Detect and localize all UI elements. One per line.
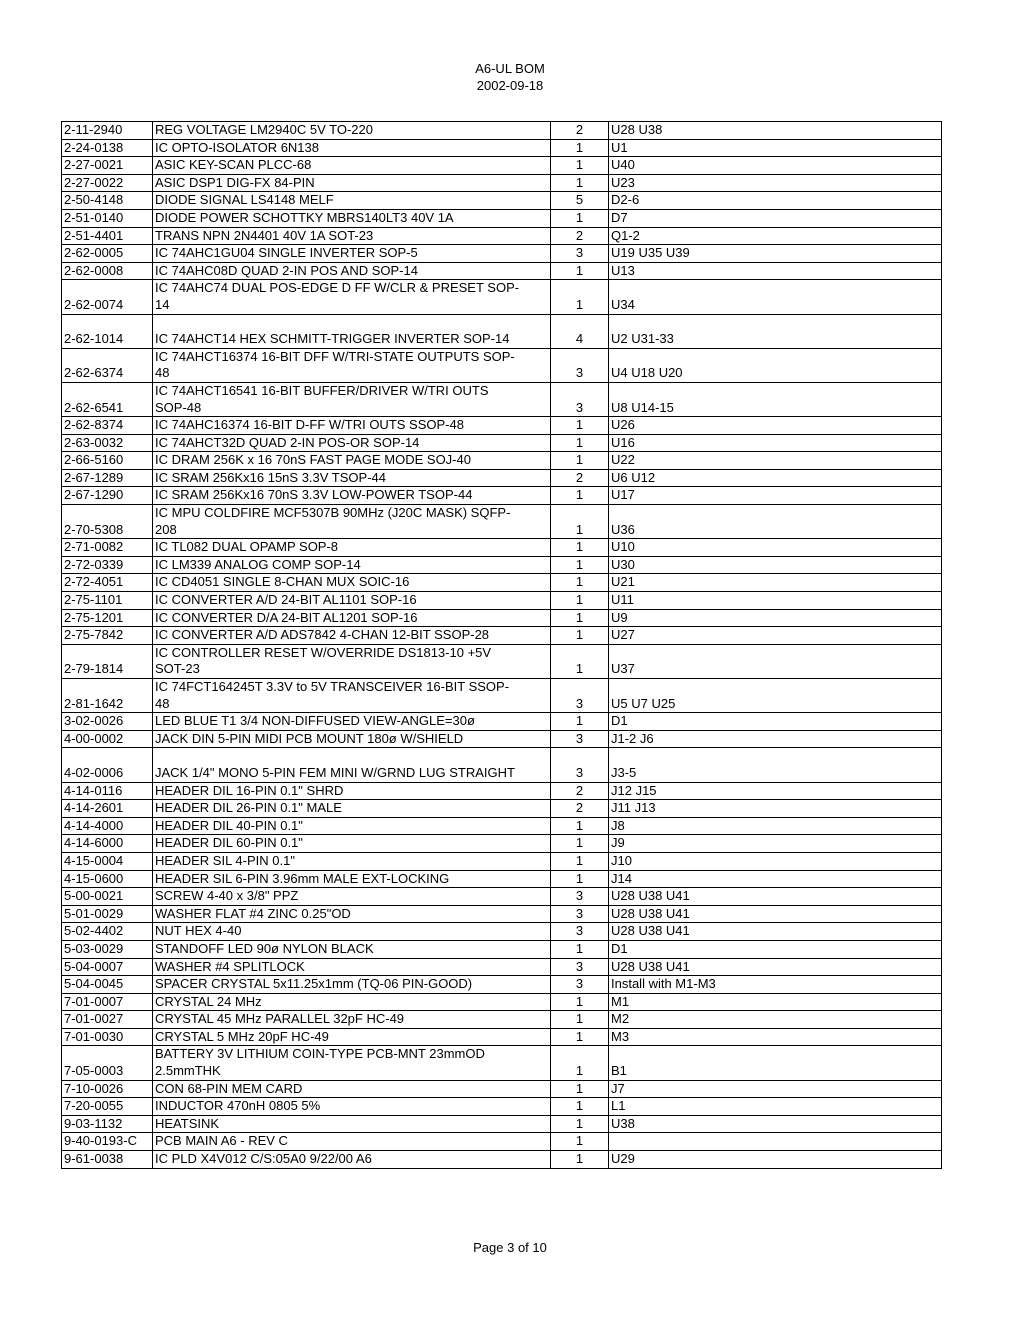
description-cell: ASIC KEY-SCAN PLCC-68 xyxy=(153,157,551,175)
description-cell: IC 74FCT164245T 3.3V to 5V TRANSCEIVER 16-BIT SSOP- 48 xyxy=(153,679,551,713)
table-row xyxy=(62,505,942,539)
quantity-cell: 1 xyxy=(551,262,609,280)
part-number-cell: 4-14-4000 xyxy=(62,817,153,835)
part-number-cell: 2-51-4401 xyxy=(62,227,153,245)
reference-cell: U5 U7 U25 xyxy=(609,679,942,713)
description-cell: INDUCTOR 470nH 0805 5% xyxy=(153,1098,551,1116)
reference-cell: U9 xyxy=(609,609,942,627)
table-row xyxy=(62,713,942,731)
document-header xyxy=(0,60,1020,94)
reference-cell: U26 xyxy=(609,417,942,435)
quantity-cell: 3 xyxy=(551,245,609,263)
reference-cell: U13 xyxy=(609,262,942,280)
table-row xyxy=(62,679,942,713)
reference-cell: J9 xyxy=(609,835,942,853)
reference-cell: J14 xyxy=(609,870,942,888)
reference-cell: U36 xyxy=(609,505,942,539)
description-cell: IC CONVERTER A/D ADS7842 4-CHAN 12-BIT SSOP-28 xyxy=(153,627,551,645)
quantity-cell: 1 xyxy=(551,574,609,592)
quantity-cell: 1 xyxy=(551,627,609,645)
reference-cell: U30 xyxy=(609,556,942,574)
reference-cell: M2 xyxy=(609,1011,942,1029)
quantity-cell: 1 xyxy=(551,1011,609,1029)
part-number-cell: 4-14-2601 xyxy=(62,800,153,818)
table-row xyxy=(62,958,942,976)
part-number-cell: 5-02-4402 xyxy=(62,923,153,941)
part-number-cell: 2-67-1290 xyxy=(62,487,153,505)
part-number-cell: 2-62-6541 xyxy=(62,382,153,416)
reference-cell: L1 xyxy=(609,1098,942,1116)
quantity-cell: 3 xyxy=(551,348,609,382)
description-cell: HEADER DIL 26-PIN 0.1" MALE xyxy=(153,800,551,818)
description-cell: TRANS NPN 2N4401 40V 1A SOT-23 xyxy=(153,227,551,245)
table-row xyxy=(62,556,942,574)
quantity-cell: 3 xyxy=(551,748,609,782)
reference-cell: U11 xyxy=(609,592,942,610)
reference-cell: U28 U38 U41 xyxy=(609,888,942,906)
description-cell: NUT HEX 4-40 xyxy=(153,923,551,941)
quantity-cell: 1 xyxy=(551,713,609,731)
description-cell: HEADER SIL 4-PIN 0.1" xyxy=(153,852,551,870)
reference-cell: U40 xyxy=(609,157,942,175)
part-number-cell: 3-02-0026 xyxy=(62,713,153,731)
part-number-cell: 2-24-0138 xyxy=(62,139,153,157)
quantity-cell: 3 xyxy=(551,923,609,941)
description-cell: WASHER #4 SPLITLOCK xyxy=(153,958,551,976)
part-number-cell: 4-14-6000 xyxy=(62,835,153,853)
reference-cell: U27 xyxy=(609,627,942,645)
reference-cell: U2 U31-33 xyxy=(609,314,942,348)
reference-cell: U29 xyxy=(609,1151,942,1169)
table-row xyxy=(62,976,942,994)
description-cell: IC SRAM 256Kx16 15nS 3.3V TSOP-44 xyxy=(153,469,551,487)
part-number-cell: 2-62-0074 xyxy=(62,280,153,314)
quantity-cell: 1 xyxy=(551,157,609,175)
part-number-cell: 5-04-0045 xyxy=(62,976,153,994)
quantity-cell: 1 xyxy=(551,209,609,227)
table-row xyxy=(62,940,942,958)
quantity-cell: 3 xyxy=(551,958,609,976)
quantity-cell: 1 xyxy=(551,1046,609,1080)
reference-cell: U22 xyxy=(609,452,942,470)
table-row xyxy=(62,348,942,382)
table-row xyxy=(62,314,942,348)
part-number-cell: 2-50-4148 xyxy=(62,192,153,210)
part-number-cell: 2-62-1014 xyxy=(62,314,153,348)
bom-table-body xyxy=(62,122,942,1169)
description-cell: IC TL082 DUAL OPAMP SOP-8 xyxy=(153,539,551,557)
part-number-cell: 2-67-1289 xyxy=(62,469,153,487)
reference-cell: U16 xyxy=(609,434,942,452)
description-cell: STANDOFF LED 90ø NYLON BLACK xyxy=(153,940,551,958)
reference-cell: D1 xyxy=(609,940,942,958)
description-cell: REG VOLTAGE LM2940C 5V TO-220 xyxy=(153,122,551,140)
table-row xyxy=(62,1098,942,1116)
table-row xyxy=(62,905,942,923)
quantity-cell: 1 xyxy=(551,1080,609,1098)
quantity-cell: 1 xyxy=(551,852,609,870)
reference-cell: D7 xyxy=(609,209,942,227)
reference-cell: J12 J15 xyxy=(609,782,942,800)
quantity-cell: 5 xyxy=(551,192,609,210)
part-number-cell: 2-75-7842 xyxy=(62,627,153,645)
description-cell: WASHER FLAT #4 ZINC 0.25"OD xyxy=(153,905,551,923)
description-cell: BATTERY 3V LITHIUM COIN-TYPE PCB-MNT 23mmOD 2.5mmTHK xyxy=(153,1046,551,1080)
reference-cell: B1 xyxy=(609,1046,942,1080)
quantity-cell: 2 xyxy=(551,800,609,818)
description-cell: JACK DIN 5-PIN MIDI PCB MOUNT 180ø W/SHIELD xyxy=(153,730,551,748)
description-cell: CRYSTAL 24 MHz xyxy=(153,993,551,1011)
quantity-cell: 3 xyxy=(551,679,609,713)
quantity-cell: 1 xyxy=(551,539,609,557)
table-row xyxy=(62,417,942,435)
description-cell: IC 74AHCT14 HEX SCHMITT-TRIGGER INVERTER SOP-14 xyxy=(153,314,551,348)
part-number-cell: 4-02-0006 xyxy=(62,748,153,782)
reference-cell: U23 xyxy=(609,174,942,192)
part-number-cell: 7-05-0003 xyxy=(62,1046,153,1080)
table-row xyxy=(62,192,942,210)
part-number-cell: 5-04-0007 xyxy=(62,958,153,976)
description-cell: IC CD4051 SINGLE 8-CHAN MUX SOIC-16 xyxy=(153,574,551,592)
description-cell: CRYSTAL 5 MHz 20pF HC-49 xyxy=(153,1028,551,1046)
table-row xyxy=(62,574,942,592)
reference-cell: U19 U35 U39 xyxy=(609,245,942,263)
table-row xyxy=(62,592,942,610)
table-row xyxy=(62,174,942,192)
table-row xyxy=(62,627,942,645)
reference-cell: M3 xyxy=(609,1028,942,1046)
quantity-cell: 3 xyxy=(551,382,609,416)
quantity-cell: 1 xyxy=(551,505,609,539)
part-number-cell: 9-40-0193-C xyxy=(62,1133,153,1151)
bom-table xyxy=(61,121,942,1169)
part-number-cell: 2-72-4051 xyxy=(62,574,153,592)
reference-cell: Install with M1-M3 xyxy=(609,976,942,994)
quantity-cell: 3 xyxy=(551,888,609,906)
part-number-cell: 2-75-1201 xyxy=(62,609,153,627)
table-row xyxy=(62,122,942,140)
table-row xyxy=(62,1028,942,1046)
description-cell: IC 74AHC08D QUAD 2-IN POS AND SOP-14 xyxy=(153,262,551,280)
quantity-cell: 1 xyxy=(551,817,609,835)
reference-cell: U28 U38 xyxy=(609,122,942,140)
table-row xyxy=(62,382,942,416)
description-cell: IC DRAM 256K x 16 70nS FAST PAGE MODE SOJ-40 xyxy=(153,452,551,470)
document-date: 2002-09-18 xyxy=(476,78,544,93)
reference-cell: U4 U18 U20 xyxy=(609,348,942,382)
reference-cell: U28 U38 U41 xyxy=(609,905,942,923)
quantity-cell: 1 xyxy=(551,1151,609,1169)
document-title: A6-UL BOM xyxy=(475,61,545,76)
description-cell: SPACER CRYSTAL 5x11.25x1mm (TQ-06 PIN-GOOD) xyxy=(153,976,551,994)
table-row xyxy=(62,487,942,505)
reference-cell: J1-2 J6 xyxy=(609,730,942,748)
table-row xyxy=(62,923,942,941)
quantity-cell: 1 xyxy=(551,280,609,314)
description-cell: IC 74AHC16374 16-BIT D-FF W/TRI OUTS SSOP-48 xyxy=(153,417,551,435)
reference-cell: J7 xyxy=(609,1080,942,1098)
table-row xyxy=(62,993,942,1011)
description-cell: IC 74AHC1GU04 SINGLE INVERTER SOP-5 xyxy=(153,245,551,263)
part-number-cell: 4-00-0002 xyxy=(62,730,153,748)
quantity-cell: 1 xyxy=(551,434,609,452)
table-row xyxy=(62,1080,942,1098)
part-number-cell: 7-10-0026 xyxy=(62,1080,153,1098)
description-cell: IC 74AHCT32D QUAD 2-IN POS-OR SOP-14 xyxy=(153,434,551,452)
quantity-cell: 1 xyxy=(551,1133,609,1151)
reference-cell: D2-6 xyxy=(609,192,942,210)
quantity-cell: 1 xyxy=(551,993,609,1011)
reference-cell: J3-5 xyxy=(609,748,942,782)
part-number-cell: 5-01-0029 xyxy=(62,905,153,923)
quantity-cell: 4 xyxy=(551,314,609,348)
quantity-cell: 3 xyxy=(551,905,609,923)
description-cell: IC 74AHC74 DUAL POS-EDGE D FF W/CLR & PRESET SOP- 14 xyxy=(153,280,551,314)
table-row xyxy=(62,870,942,888)
part-number-cell: 9-03-1132 xyxy=(62,1115,153,1133)
quantity-cell: 2 xyxy=(551,469,609,487)
reference-cell: J10 xyxy=(609,852,942,870)
quantity-cell: 1 xyxy=(551,139,609,157)
quantity-cell: 3 xyxy=(551,730,609,748)
table-row xyxy=(62,609,942,627)
quantity-cell: 1 xyxy=(551,487,609,505)
description-cell: DIODE POWER SCHOTTKY MBRS140LT3 40V 1A xyxy=(153,209,551,227)
quantity-cell: 2 xyxy=(551,782,609,800)
reference-cell: D1 xyxy=(609,713,942,731)
quantity-cell: 3 xyxy=(551,976,609,994)
table-row xyxy=(62,227,942,245)
quantity-cell: 1 xyxy=(551,174,609,192)
reference-cell: U38 xyxy=(609,1115,942,1133)
part-number-cell: 9-61-0038 xyxy=(62,1151,153,1169)
table-row xyxy=(62,1133,942,1151)
description-cell: IC CONVERTER D/A 24-BIT AL1201 SOP-16 xyxy=(153,609,551,627)
description-cell: ASIC DSP1 DIG-FX 84-PIN xyxy=(153,174,551,192)
part-number-cell: 7-01-0030 xyxy=(62,1028,153,1046)
part-number-cell: 5-03-0029 xyxy=(62,940,153,958)
part-number-cell: 2-62-6374 xyxy=(62,348,153,382)
description-cell: IC PLD X4V012 C/S:05A0 9/22/00 A6 xyxy=(153,1151,551,1169)
quantity-cell: 1 xyxy=(551,609,609,627)
description-cell: HEADER DIL 40-PIN 0.1" xyxy=(153,817,551,835)
part-number-cell: 7-01-0027 xyxy=(62,1011,153,1029)
quantity-cell: 1 xyxy=(551,870,609,888)
description-cell: IC CONTROLLER RESET W/OVERRIDE DS1813-10 +5V SOT-23 xyxy=(153,644,551,678)
reference-cell: J11 J13 xyxy=(609,800,942,818)
part-number-cell: 4-15-0004 xyxy=(62,852,153,870)
table-row xyxy=(62,469,942,487)
description-cell: PCB MAIN A6 - REV C xyxy=(153,1133,551,1151)
part-number-cell: 2-62-0005 xyxy=(62,245,153,263)
table-row xyxy=(62,539,942,557)
part-number-cell: 2-72-0339 xyxy=(62,556,153,574)
table-row xyxy=(62,434,942,452)
table-row xyxy=(62,1115,942,1133)
part-number-cell: 4-15-0600 xyxy=(62,870,153,888)
table-row xyxy=(62,782,942,800)
description-cell: HEADER DIL 16-PIN 0.1" SHRD xyxy=(153,782,551,800)
quantity-cell: 1 xyxy=(551,1098,609,1116)
description-cell: IC 74AHCT16374 16-BIT DFF W/TRI-STATE OUTPUTS SOP- 48 xyxy=(153,348,551,382)
description-cell: HEADER DIL 60-PIN 0.1" xyxy=(153,835,551,853)
part-number-cell: 7-20-0055 xyxy=(62,1098,153,1116)
table-row xyxy=(62,852,942,870)
table-row xyxy=(62,245,942,263)
description-cell: DIODE SIGNAL LS4148 MELF xyxy=(153,192,551,210)
reference-cell xyxy=(609,1133,942,1151)
table-row xyxy=(62,262,942,280)
table-row xyxy=(62,835,942,853)
part-number-cell: 2-27-0022 xyxy=(62,174,153,192)
description-cell: IC 74AHCT16541 16-BIT BUFFER/DRIVER W/TRI OUTS SOP-48 xyxy=(153,382,551,416)
reference-cell: U1 xyxy=(609,139,942,157)
quantity-cell: 1 xyxy=(551,452,609,470)
part-number-cell: 2-62-0008 xyxy=(62,262,153,280)
description-cell: CRYSTAL 45 MHz PARALLEL 32pF HC-49 xyxy=(153,1011,551,1029)
quantity-cell: 2 xyxy=(551,122,609,140)
quantity-cell: 1 xyxy=(551,835,609,853)
part-number-cell: 2-27-0021 xyxy=(62,157,153,175)
description-cell: HEATSINK xyxy=(153,1115,551,1133)
reference-cell: Q1-2 xyxy=(609,227,942,245)
reference-cell: U21 xyxy=(609,574,942,592)
table-row xyxy=(62,139,942,157)
reference-cell: U28 U38 U41 xyxy=(609,923,942,941)
description-cell: IC MPU COLDFIRE MCF5307B 90MHz (J20C MASK) SQFP- 208 xyxy=(153,505,551,539)
description-cell: HEADER SIL 6-PIN 3.96mm MALE EXT-LOCKING xyxy=(153,870,551,888)
reference-cell: U28 U38 U41 xyxy=(609,958,942,976)
reference-cell: J8 xyxy=(609,817,942,835)
part-number-cell: 2-11-2940 xyxy=(62,122,153,140)
table-row xyxy=(62,157,942,175)
description-cell: IC SRAM 256Kx16 70nS 3.3V LOW-POWER TSOP-44 xyxy=(153,487,551,505)
quantity-cell: 1 xyxy=(551,1115,609,1133)
part-number-cell: 2-66-5160 xyxy=(62,452,153,470)
part-number-cell: 2-51-0140 xyxy=(62,209,153,227)
description-cell: SCREW 4-40 x 3/8" PPZ xyxy=(153,888,551,906)
part-number-cell: 2-79-1814 xyxy=(62,644,153,678)
part-number-cell: 2-63-0032 xyxy=(62,434,153,452)
table-row xyxy=(62,1011,942,1029)
part-number-cell: 2-62-8374 xyxy=(62,417,153,435)
reference-cell: M1 xyxy=(609,993,942,1011)
quantity-cell: 1 xyxy=(551,644,609,678)
reference-cell: U8 U14-15 xyxy=(609,382,942,416)
table-row xyxy=(62,817,942,835)
quantity-cell: 1 xyxy=(551,592,609,610)
part-number-cell: 2-71-0082 xyxy=(62,539,153,557)
table-row xyxy=(62,1046,942,1080)
part-number-cell: 5-00-0021 xyxy=(62,888,153,906)
description-cell: LED BLUE T1 3/4 NON-DIFFUSED VIEW-ANGLE=30ø xyxy=(153,713,551,731)
page-number: Page 3 of 10 xyxy=(473,1240,547,1255)
table-row xyxy=(62,748,942,782)
reference-cell: U34 xyxy=(609,280,942,314)
quantity-cell: 1 xyxy=(551,1028,609,1046)
reference-cell: U10 xyxy=(609,539,942,557)
description-cell: IC LM339 ANALOG COMP SOP-14 xyxy=(153,556,551,574)
description-cell: IC OPTO-ISOLATOR 6N138 xyxy=(153,139,551,157)
table-row xyxy=(62,644,942,678)
quantity-cell: 1 xyxy=(551,556,609,574)
quantity-cell: 1 xyxy=(551,417,609,435)
quantity-cell: 2 xyxy=(551,227,609,245)
table-row xyxy=(62,800,942,818)
table-row xyxy=(62,452,942,470)
table-row xyxy=(62,888,942,906)
part-number-cell: 7-01-0007 xyxy=(62,993,153,1011)
table-row xyxy=(62,280,942,314)
reference-cell: U17 xyxy=(609,487,942,505)
part-number-cell: 2-75-1101 xyxy=(62,592,153,610)
part-number-cell: 2-81-1642 xyxy=(62,679,153,713)
part-number-cell: 4-14-0116 xyxy=(62,782,153,800)
description-cell: CON 68-PIN MEM CARD xyxy=(153,1080,551,1098)
quantity-cell: 1 xyxy=(551,940,609,958)
table-row xyxy=(62,1151,942,1169)
table-row xyxy=(62,730,942,748)
reference-cell: U6 U12 xyxy=(609,469,942,487)
description-cell: IC CONVERTER A/D 24-BIT AL1101 SOP-16 xyxy=(153,592,551,610)
description-cell: JACK 1/4" MONO 5-PIN FEM MINI W/GRND LUG STRAIGHT xyxy=(153,748,551,782)
part-number-cell: 2-70-5308 xyxy=(62,505,153,539)
table-row xyxy=(62,209,942,227)
reference-cell: U37 xyxy=(609,644,942,678)
